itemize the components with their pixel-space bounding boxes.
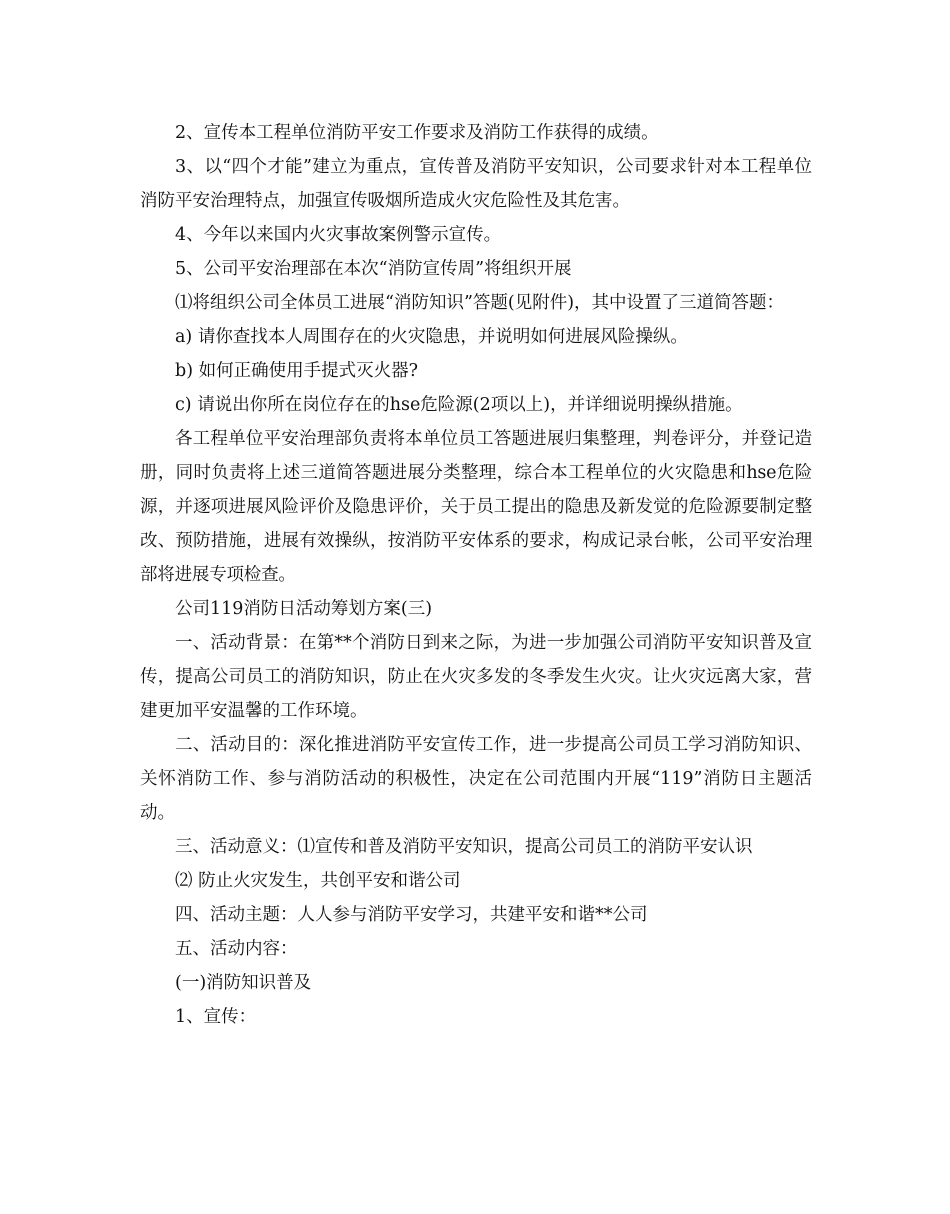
activity-theme: 四、活动主题：人人参与消防平安学习，共建平安和谐**公司 [175,905,648,925]
paragraph-instructions: 各工程单位平安治理部负责将本单位员工答题进展归集整理，判卷评分，并登记造册，同时负责将上述三道简答题进展分类整理，综合本工程单位的火灾隐患和hse危险源，并逐项进展风险评价及隐患评价，关于员工提出的隐患及新发觉的危险源要制定整改、预防措施，进展有效操纵，按消防平安体系的要求，构成记录台帐，公司平安治理部将进展专项检查。 [140,429,812,585]
question-a: a) 请你查找本人周围存在的火灾隐患，并说明如何进展风险操纵。 [175,327,688,347]
activity-significance-2: ⑵ 防止火灾发生，共创平安和谐公司 [175,871,461,891]
activity-purpose: 二、活动目的：深化推进消防平安宣传工作，进一步提高公司员工学习消防知识、关怀消防工作、参与消防活动的积极性，决定在公司范围内开展“119”消防日主题活动。 [140,735,812,823]
publicity-heading: 1、宣传： [175,1007,257,1027]
paragraph-subitem-1: ⑴将组织公司全体员工进展“消防知识”答题(见附件)，其中设置了三道简答题： [175,293,785,313]
activity-background: 一、活动背景：在第**个消防日到来之际，为进一步加强公司消防平安知识普及宣传，提高公司员工的消防知识，防止在火灾多发的冬季发生火灾。让火灾远离大家，营建更加平安温馨的工作环境。 [140,633,812,721]
section-title: 公司119消防日活动筹划方案(三) [175,599,433,619]
paragraph-item-4: 4、今年以来国内火灾事故案例警示宣传。 [175,225,502,245]
question-c: c) 请说出你所在岗位存在的hse危险源(2项以上)，并详细说明操纵措施。 [175,395,743,415]
activity-significance: 三、活动意义：⑴宣传和普及消防平安知识，提高公司员工的消防平安认识 [175,837,753,857]
fire-knowledge-heading: (一)消防知识普及 [175,973,312,993]
paragraph-item-3: 3、以“四个才能”建立为重点，宣传普及消防平安知识，公司要求针对本工程单位消防平安治理特点，加强宣传吸烟所造成火灾危险性及其危害。 [140,157,812,211]
paragraph-item-2: 2、宣传本工程单位消防平安工作要求及消防工作获得的成绩。 [175,123,659,143]
document-body [140,116,812,1034]
activity-content-heading: 五、活动内容： [175,939,298,959]
paragraph-item-5: 5、公司平安治理部在本次“消防宣传周”将组织开展 [175,259,572,279]
question-b: b) 如何正确使用手提式灭火器? [175,361,418,381]
